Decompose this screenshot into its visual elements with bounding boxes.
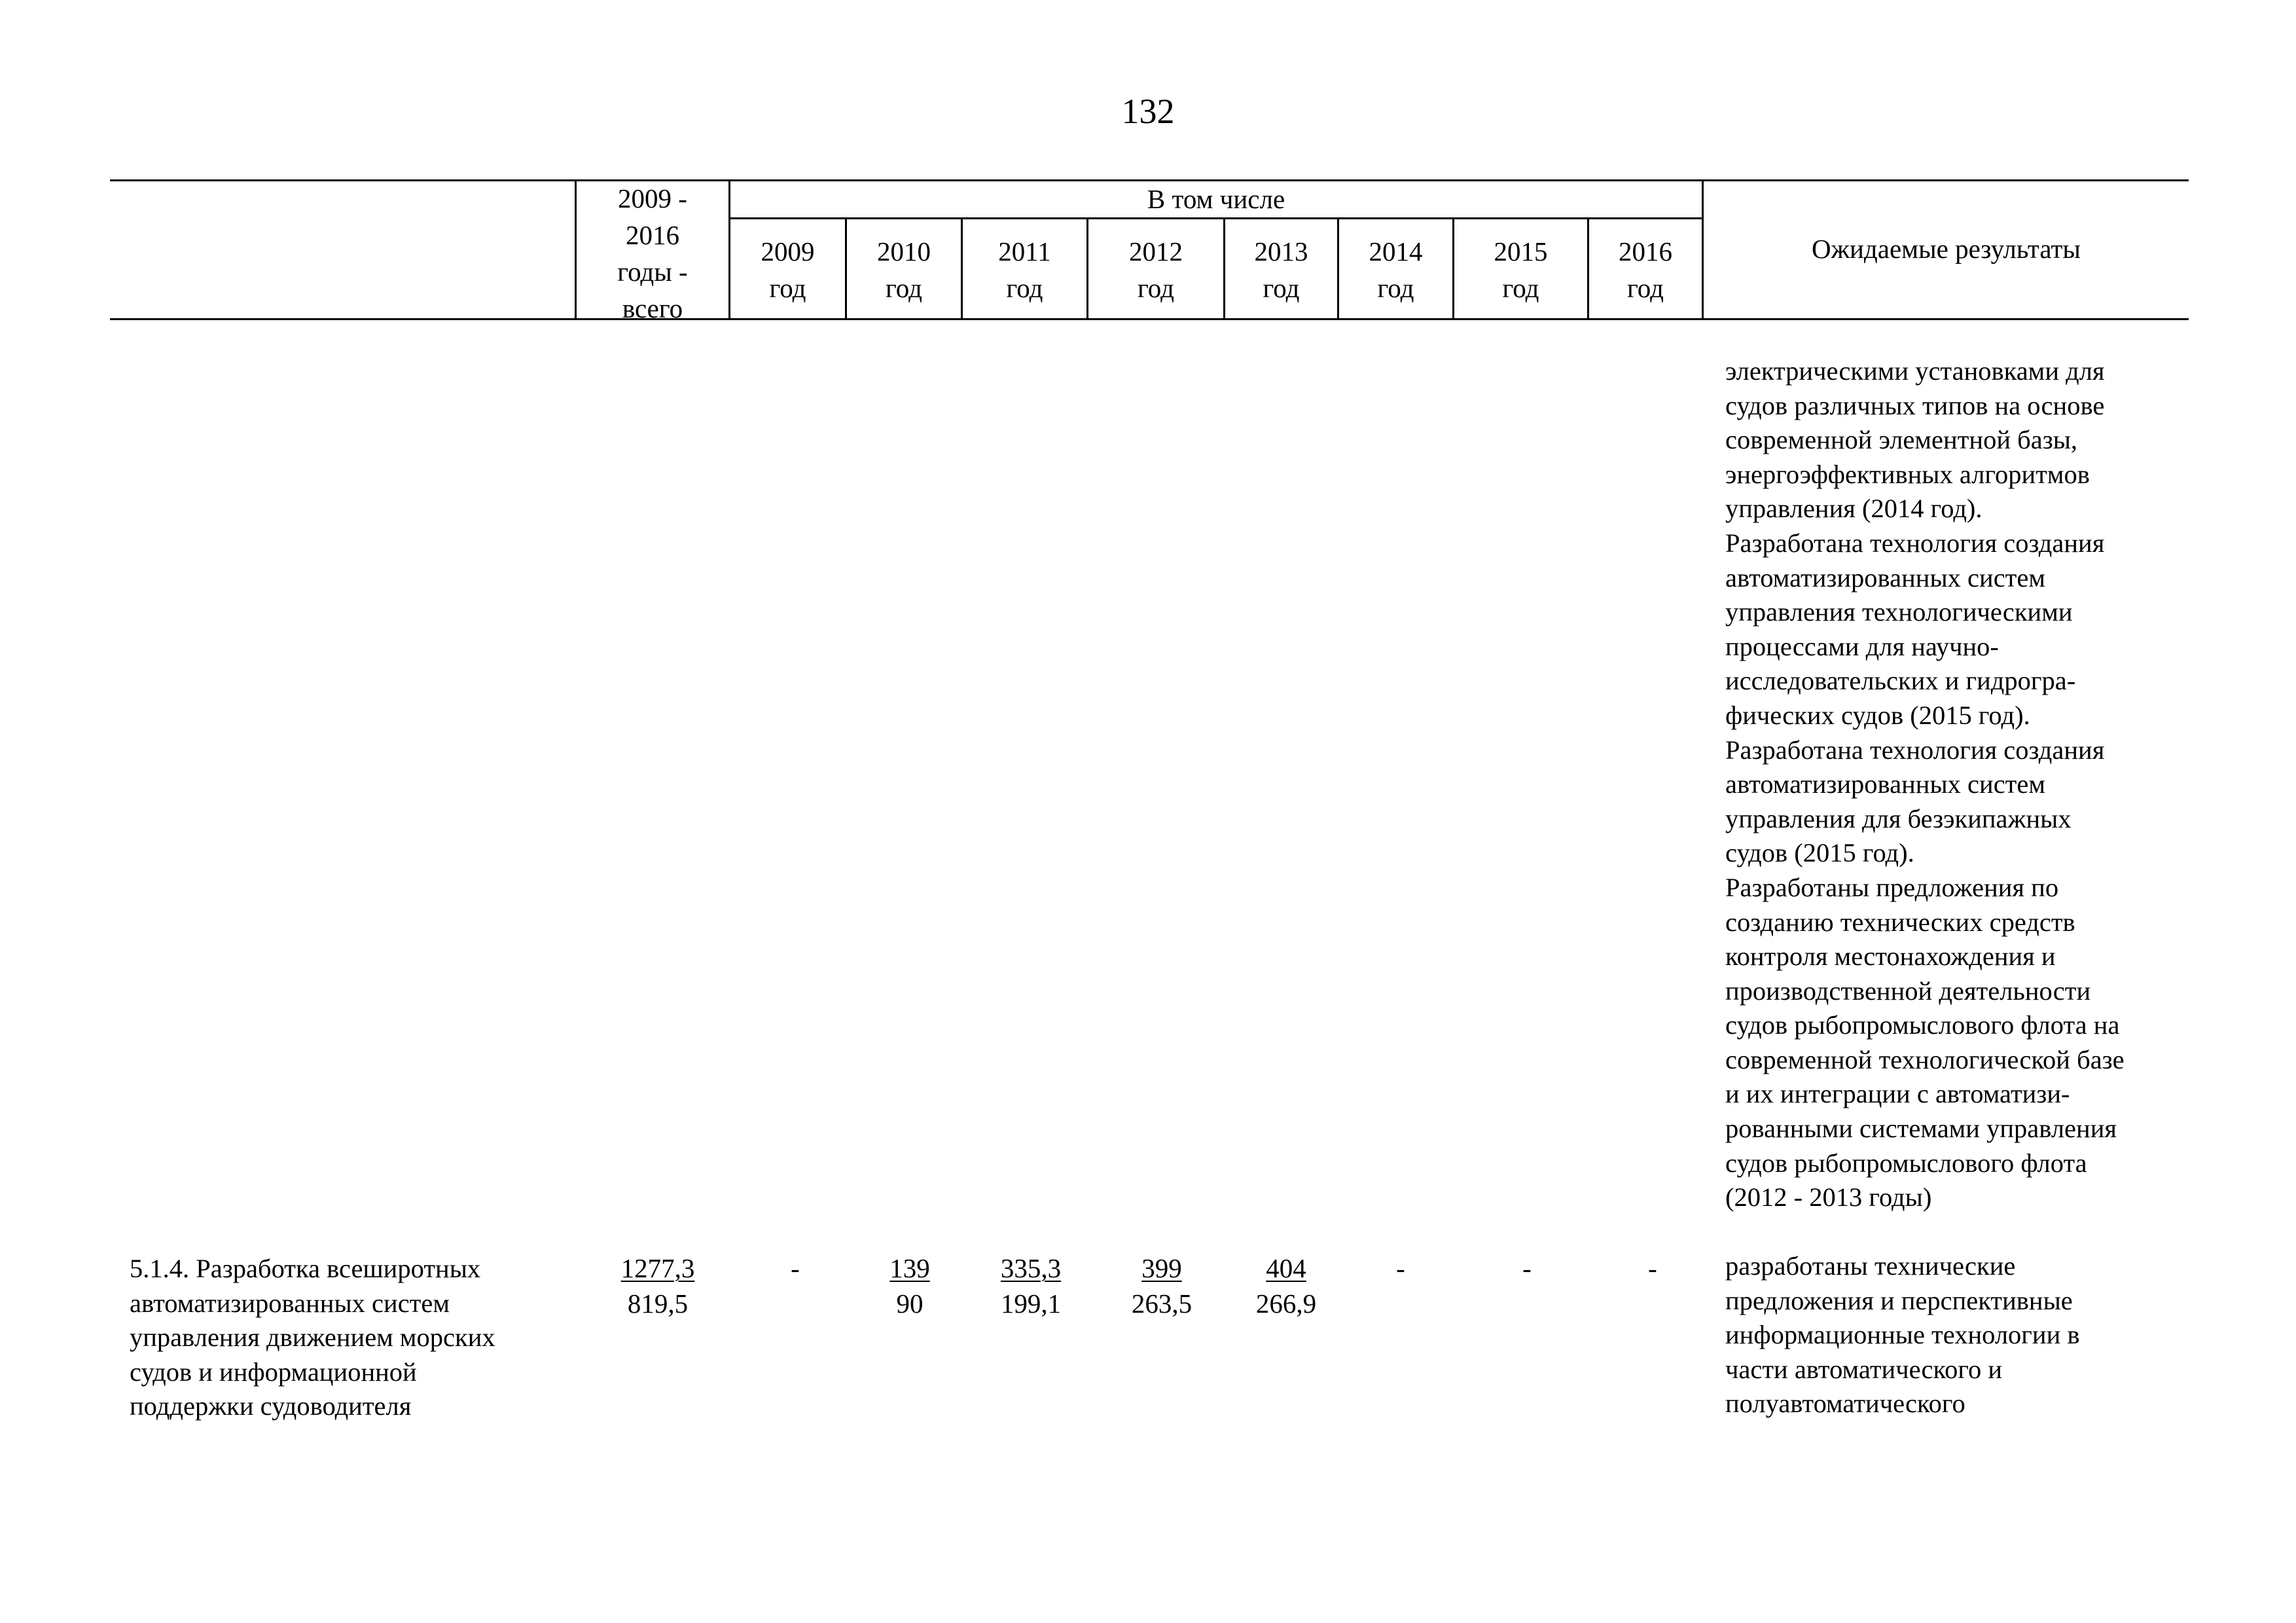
header-total-column: 2009 - 2016 годы - всего — [617, 183, 688, 323]
header-year-2014: 2014 год — [1369, 236, 1423, 303]
header-in-total-label: В том числе — [1147, 184, 1285, 214]
header-year-2016: 2016 год — [1619, 236, 1672, 303]
header-expected-results: Ожидаемые результаты — [1812, 234, 2081, 264]
cell-2010: 139 90 — [889, 1253, 930, 1319]
header-year-2011: 2011 год — [998, 236, 1051, 303]
cell-2015: - — [1522, 1253, 1532, 1283]
cell-total: 1277,3 819,5 — [620, 1253, 695, 1319]
header-bottom-rule — [110, 318, 2189, 320]
header-year-2010: 2010 год — [877, 236, 931, 303]
cell-2009: - — [791, 1253, 800, 1283]
subheader-rule — [728, 217, 1702, 219]
header-year-2013: 2013 год — [1254, 236, 1308, 303]
header-year-2012: 2012 год — [1129, 236, 1183, 303]
header-year-2015: 2015 год — [1494, 236, 1548, 303]
row-label: 5.1.4. Разработка всеширотных автоматизированных систем управления движением морских судов и информационной поддержки судоводителя — [130, 1254, 495, 1421]
cell-2013: 404 266,9 — [1255, 1253, 1317, 1319]
cell-2012: 399 263,5 — [1131, 1253, 1193, 1319]
continued-results-text: электрическими установками для судов различных типов на основе современной элементной базы, энергоэффективных алгоритмов управления (2014 год). Разработана технология создания автоматизированных систем управления технологическими процессами для научно- исследовательских и гидрогра- фических судов (2015 год). Разработана технология создания автоматизированных систем управления для безэкипажных судов (2015 год). Разработаны предложения по созданию технических средств контроля местонахождения и производственной деятельности судов рыбопромыслового флота на современной технологической базе и их интеграции с автоматизи- рованными системами управления судов рыбопромыслового флота (2012 - 2013 годы) — [1725, 356, 2125, 1213]
cell-2011: 335,3 199,1 — [1000, 1253, 1062, 1319]
cell-2016: - — [1648, 1253, 1657, 1283]
cell-2014: - — [1396, 1253, 1405, 1283]
page-number: 132 — [1121, 92, 1175, 131]
header-year-2009: 2009 год — [761, 236, 815, 303]
row-results-text: разработаны технические предложения и перспективные информационные технологии в части автоматического и полуавтоматического — [1725, 1251, 2080, 1419]
